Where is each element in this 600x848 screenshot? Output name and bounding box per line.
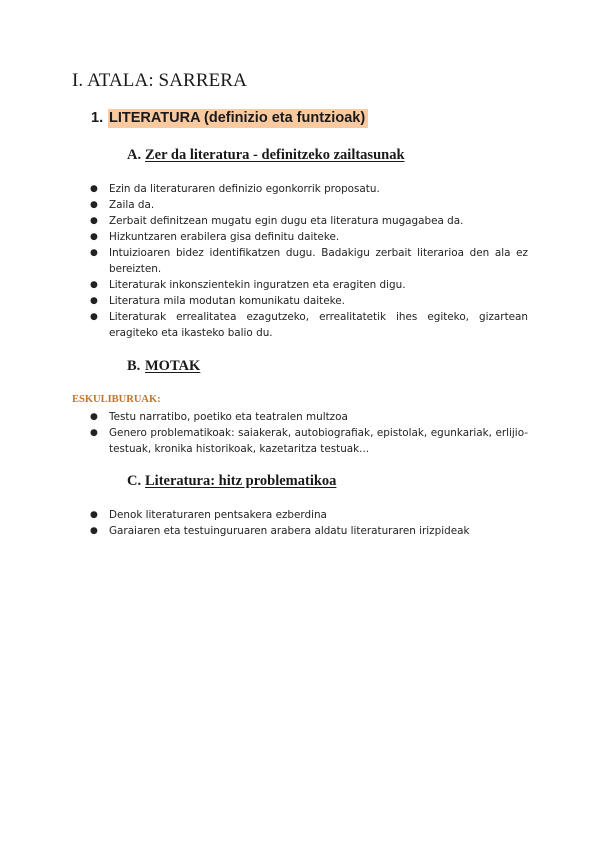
list-item: ● Zaila da. — [90, 199, 155, 211]
subsection-a-letter: A. — [127, 147, 142, 163]
bullet-icon: ● — [90, 312, 98, 322]
list-item: ● Literaturak errealitatea ezagutzeko, errealitatetik ihes egiteko, gizartean eragiteko eta ikasteko balio du. — [90, 311, 528, 339]
bullet-icon: ● — [90, 232, 98, 242]
bullet-icon: ● — [90, 412, 98, 422]
subsection-a-heading — [127, 147, 405, 164]
subsection-b-bullet-list — [90, 409, 528, 457]
list-item: ● Garaiaren eta testuinguruaren arabera aldatu literaturaren irizpideak — [90, 525, 470, 537]
subsection-c-letter: C. — [127, 473, 142, 489]
list-item: ● Intuizioaren bidez identifikatzen dugu. Badakigu zerbait literarioa den ala ez bereizten. — [90, 247, 528, 275]
bullet-icon: ● — [90, 428, 98, 438]
list-item: ● Zerbait definitzean mugatu egin dugu eta literatura mugagabea da. — [90, 215, 464, 227]
section-heading — [91, 110, 368, 126]
list-item: ● Literaturak inkonszientekin inguratzen eta eragiten digu. — [90, 279, 406, 291]
bullet-icon: ● — [90, 510, 98, 520]
subsection-b-heading — [127, 358, 200, 375]
subsection-a-bullet-list — [90, 181, 528, 341]
bullet-icon: ● — [90, 248, 98, 258]
bullet-icon: ● — [90, 200, 98, 210]
list-item: ● Denok literaturaren pentsakera ezberdina — [90, 509, 327, 521]
subsection-b-title: MOTAK — [145, 358, 201, 374]
list-item: ● Ezin da literaturaren definizio egonkorrik proposatu. — [90, 183, 380, 195]
subsection-a-title: Zer da literatura - definitzeko zailtasunak — [145, 147, 405, 163]
list-item: ● Genero problematikoak: saiakerak, autobiografiak, epistolak, egunkariak, erlijio-testuak, kronika historikoak, kazetaritza testuak... — [90, 427, 528, 455]
subsection-c-heading — [127, 473, 336, 490]
section-title-highlighted: LITERATURA (definizio eta funtzioak) — [108, 109, 368, 128]
chapter-title: I. ATALA: SARRERA — [72, 70, 247, 91]
subsection-b-letter: B. — [127, 358, 141, 374]
list-item: ● Hizkuntzaren erabilera gisa definitu daiteke. — [90, 231, 340, 243]
list-item: ● Testu narratibo, poetiko eta teatralen multzoa — [90, 411, 348, 423]
bullet-icon: ● — [90, 184, 98, 194]
section-number: 1. — [91, 110, 104, 126]
subsection-c-bullet-list — [90, 507, 528, 539]
subsection-c-title: Literatura: hitz problematikoa — [145, 473, 337, 489]
list-item: ● Literatura mila modutan komunikatu daiteke. — [90, 295, 345, 307]
bullet-icon: ● — [90, 526, 98, 536]
eskuliburuak-label: ESKULIBURUAK: — [72, 394, 161, 405]
bullet-icon: ● — [90, 280, 98, 290]
bullet-icon: ● — [90, 216, 98, 226]
bullet-icon: ● — [90, 296, 98, 306]
